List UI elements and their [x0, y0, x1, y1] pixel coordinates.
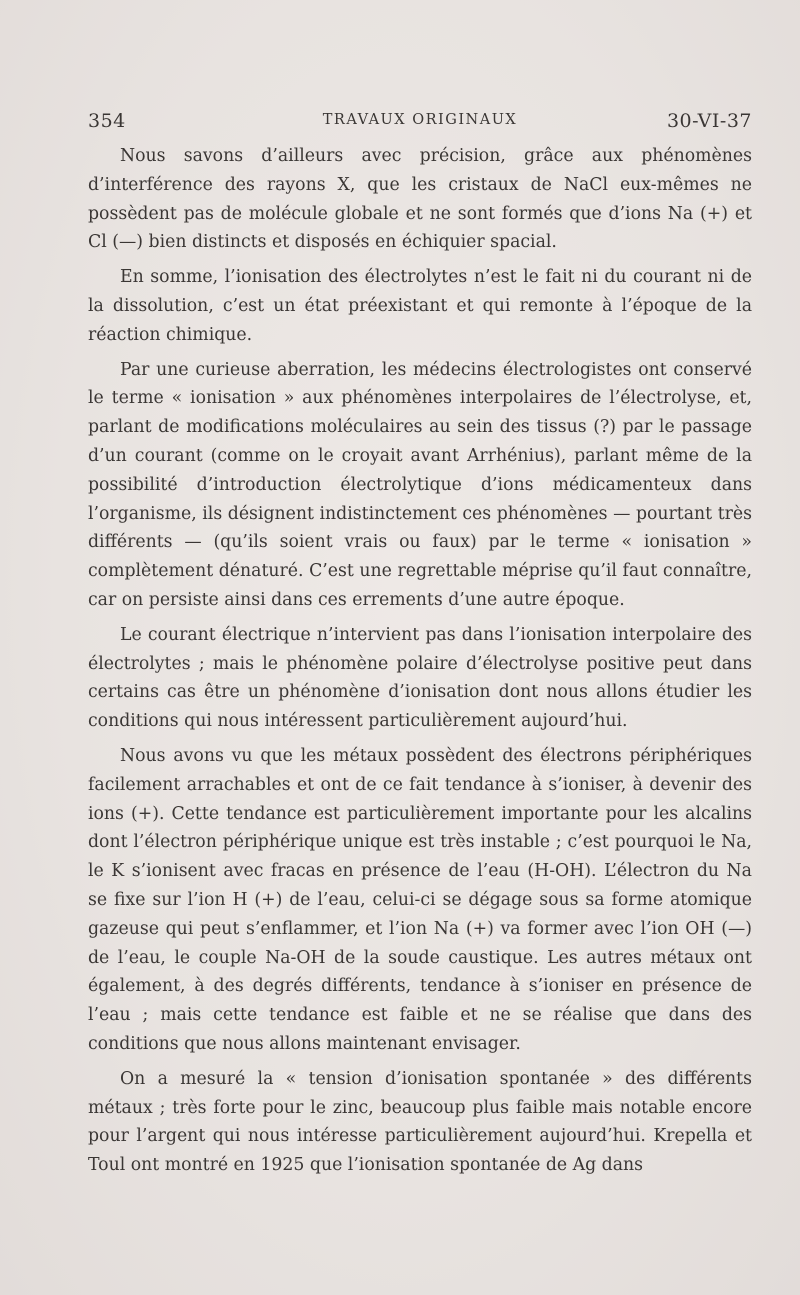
paragraph: Le courant électrique n’intervient pas dans l’ionisation interpolaire des électrolytes ; mais le phénomène polaire d’électrolyse positive peut dans certains cas être un phénomène d’ionisation dont nous allons étudier les conditions qui nous intéressent particulièrement aujourd’hui. [88, 624, 752, 732]
page-number: 354 [88, 110, 126, 132]
document-page [88, 102, 752, 1186]
paragraph: En somme, l’ionisation des électrolytes n’est le fait ni du courant ni de la dissolution, c’est un état préexistant et qui remonte à l’époque de la réaction chimique. [88, 267, 752, 345]
running-title: TRAVAUX ORIGINAUX [322, 112, 518, 128]
running-header [88, 102, 752, 142]
paragraph: Nous avons vu que les métaux possèdent des électrons périphériques facilement arrachables et ont de ce fait tendance à s’ioniser, à devenir des ions (+). Cette tendance est particulièrement importante pour les alcalins dont l’électron périphérique unique est très instable ; c’est pourquoi le Na, le K s’ionisent avec fracas en présence de l’eau (H-OH). L’électron du Na se fixe sur l’ion H (+) de l’eau, celui-ci se dégage sous sa forme atomique gazeuse qui peut s’enflammer, et l’ion Na (+) va former avec l’ion OH (—) de l’eau, le couple Na-OH de la soude caustique. Les autres métaux ont également, à des degrés différents, tendance à s’ioniser en présence de l’eau ; mais cette tendance est faible et ne se réalise que dans des conditions que nous allons maintenant envisager. [88, 745, 752, 1054]
paragraph: Par une curieuse aberration, les médecins électrologistes ont conservé le terme « ionisation » aux phénomènes interpolaires de l’électrolyse, et, parlant de modifications moléculaires au sein des tissus (?) par le passage d’un courant (comme on le croyait avant Arrhénius), parlant même de la possibilité d’introduction électrolytique d’ions médicamenteux dans l’organisme, ils désignent indistinctement ces phénomènes — pourtant très différents — (qu’ils soient vrais ou faux) par le terme « ionisation » complètement dénaturé. C’est une regrettable méprise qu’il faut connaître, car on persiste ainsi dans ces errements d’une autre époque. [88, 359, 752, 610]
issue-date: 30-VI-37 [666, 110, 752, 132]
paragraph: Nous savons d’ailleurs avec précision, grâce aux phénomènes d’interférence des rayons X, que les cristaux de NaCl eux-mêmes ne possèdent pas de molécule globale et ne sont formés que d’ions Na (+) et Cl (—) bien distincts et disposés en échiquier spacial. [88, 146, 752, 253]
body-text [88, 142, 752, 1180]
paragraph: On a mesuré la « tension d’ionisation spontanée » des différents métaux ; très forte pour le zinc, beaucoup plus faible mais notable encore pour l’argent qui nous intéresse particulièrement aujourd’hui. Krepella et Toul ont montré en 1925 que l’ionisation spontanée de Ag dans [88, 1068, 752, 1176]
